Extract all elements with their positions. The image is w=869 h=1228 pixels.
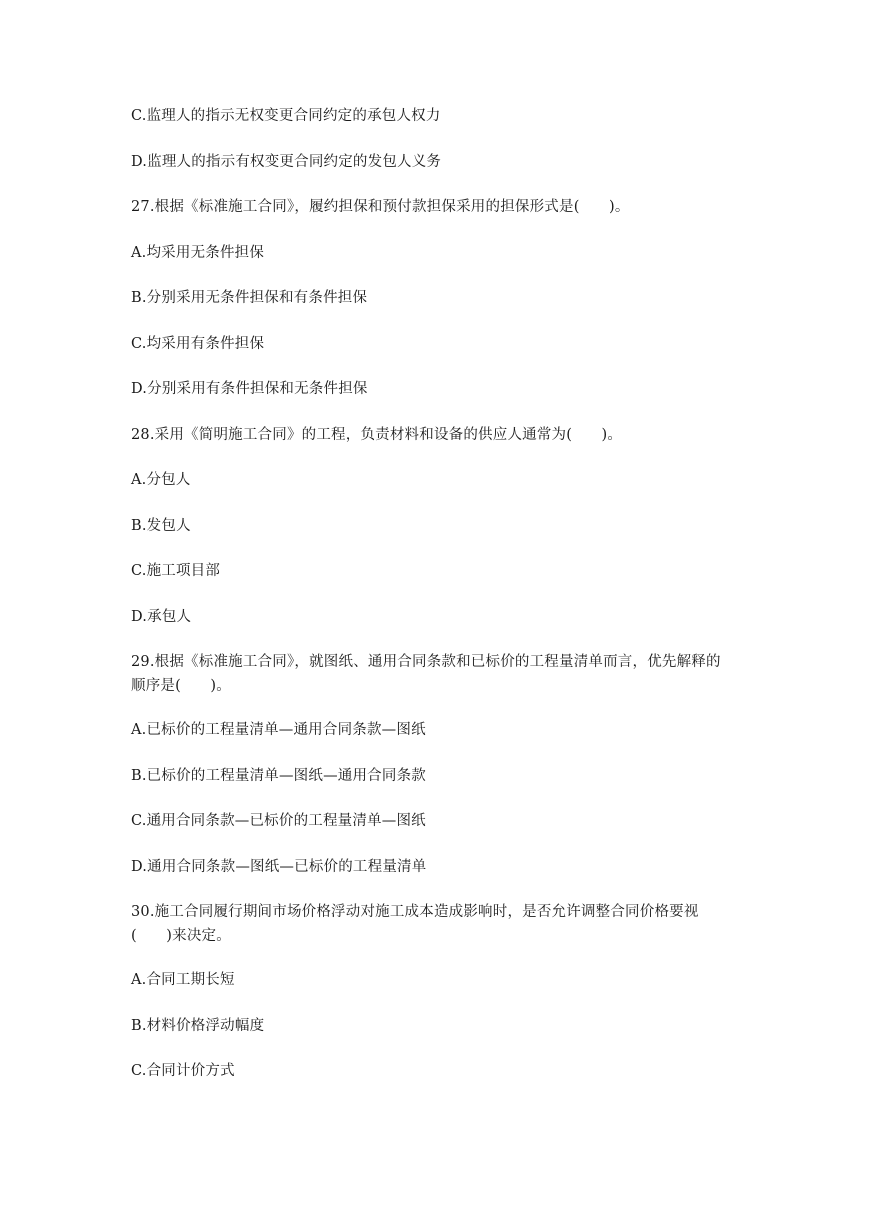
question-30-line-2: ( )来决定。	[131, 928, 231, 944]
option-30-b: B.材料价格浮动幅度	[131, 1018, 265, 1034]
question-30-line-1: 30.施工合同履行期间市场价格浮动对施工成本造成影响时，是否允许调整合同价格要视	[131, 904, 699, 920]
question-27: 27.根据《标准施工合同》，履约担保和预付款担保采用的担保形式是( )。	[131, 199, 630, 215]
option-26-d: D.监理人的指示有权变更合同约定的发包人义务	[131, 154, 442, 170]
option-30-c: C.合同计价方式	[131, 1063, 235, 1079]
option-29-b: B.已标价的工程量清单—图纸—通用合同条款	[131, 768, 426, 784]
option-30-a: A.合同工期长短	[131, 972, 235, 988]
question-28: 28.采用《简明施工合同》的工程，负责材料和设备的供应人通常为( )。	[131, 427, 623, 443]
option-27-c: C.均采用有条件担保	[131, 336, 265, 352]
option-28-d: D.承包人	[131, 609, 192, 625]
option-27-b: B.分别采用无条件担保和有条件担保	[131, 290, 368, 306]
option-28-b: B.发包人	[131, 518, 191, 534]
option-26-c: C.监理人的指示无权变更合同约定的承包人权力	[131, 108, 441, 124]
option-29-c: C.通用合同条款—已标价的工程量清单—图纸	[131, 813, 426, 829]
option-27-d: D.分别采用有条件担保和无条件担保	[131, 381, 368, 397]
question-29-line-2: 顺序是( )。	[131, 678, 231, 694]
option-28-a: A.分包人	[131, 472, 191, 488]
option-28-c: C.施工项目部	[131, 563, 221, 579]
option-29-a: A.已标价的工程量清单—通用合同条款—图纸	[131, 722, 426, 738]
option-27-a: A.均采用无条件担保	[131, 245, 265, 261]
option-29-d: D.通用合同条款—图纸—已标价的工程量清单	[131, 859, 427, 875]
question-29-line-1: 29.根据《标准施工合同》，就图纸、通用合同条款和已标价的工程量清单而言，优先解释的	[131, 654, 721, 670]
